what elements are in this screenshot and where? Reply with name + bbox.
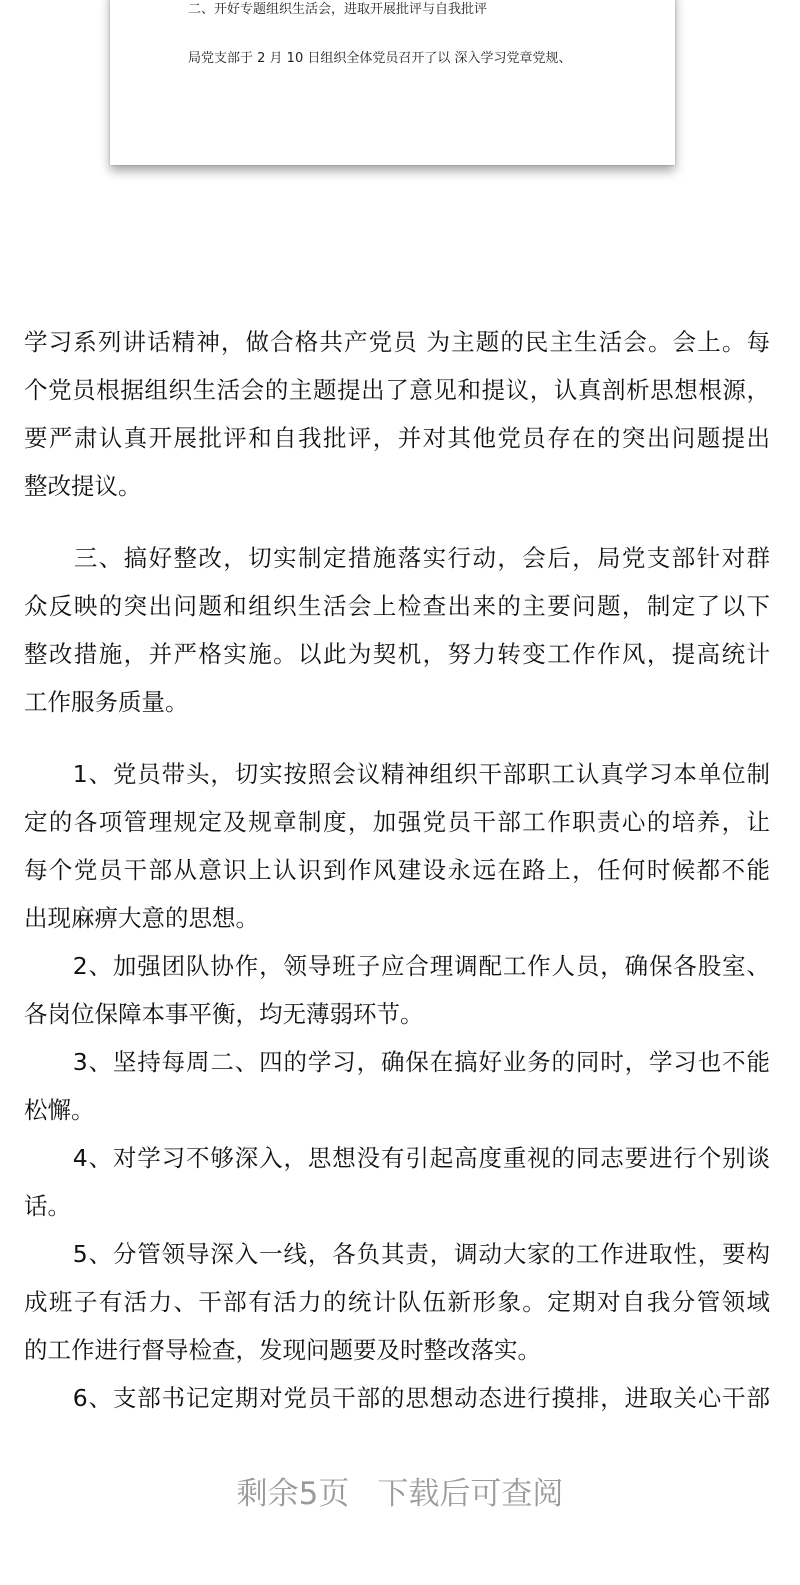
download-hint: 下载后可查阅 <box>377 1476 564 1512</box>
text-line: 要严肃认真开展批评和自我批评，并对其他党员存在的突出问题提出 <box>24 424 770 452</box>
text-line: 6、支部书记定期对党员干部的思想动态进行摸排，进取关心干部 <box>24 1384 770 1412</box>
paragraph <box>24 1230 770 1374</box>
text-line: 整改措施，并严格实施。以此为契机，努力转变工作作风，提高统计 <box>24 640 770 668</box>
paragraph <box>24 1374 770 1422</box>
document-page-preview <box>110 0 675 165</box>
text-line: 话。 <box>24 1192 71 1220</box>
text-line: 4、对学习不够深入，思想没有引起高度重视的同志要进行个别谈 <box>24 1144 770 1172</box>
document-body <box>24 318 770 1422</box>
text-line: 学习系列讲话精神，做合格共产党员 为主题的民主生活会。会上。每 <box>24 328 770 356</box>
paragraph <box>24 534 770 726</box>
text-line: 整改提议。 <box>24 472 142 500</box>
text-line: 松懈。 <box>24 1096 95 1124</box>
text-line: 出现麻痹大意的思想。 <box>24 904 259 932</box>
text-line: 2、加强团队协作，领导班子应合理调配工作人员，确保各股室、 <box>24 952 770 980</box>
paragraph <box>24 942 770 1038</box>
text-line: 工作服务质量。 <box>24 688 189 716</box>
text-line: 3、坚持每周二、四的学习，确保在搞好业务的同时，学习也不能 <box>24 1048 770 1076</box>
text-line: 5、分管领导深入一线，各负其责，调动大家的工作进取性，要构 <box>24 1240 770 1268</box>
text-line: 各岗位保障本事平衡，均无薄弱环节。 <box>24 1000 424 1028</box>
text-line: 众反映的突出问题和组织生活会上检查出来的主要问题，制定了以下 <box>24 592 770 620</box>
remaining-pages-label: 剩余5页 <box>236 1476 350 1512</box>
paragraph <box>24 750 770 942</box>
text-line: 的工作进行督导检查，发现问题要及时整改落实。 <box>24 1336 541 1364</box>
download-prompt[interactable] <box>0 1468 800 1513</box>
paragraph <box>24 1134 770 1230</box>
text-line: 定的各项管理规定及规章制度，加强党员干部工作职责心的培养，让 <box>24 808 770 836</box>
text-line: 1、党员带头，切实按照会议精神组织干部职工认真学习本单位制 <box>24 760 770 788</box>
paragraph <box>24 318 770 510</box>
section-heading: 二、开好专题组织生活会，进取开展批评与自我批评 <box>188 2 488 17</box>
text-line: 成班子有活力、干部有活力的统计队伍新形象。定期对自我分管领域 <box>24 1288 770 1316</box>
paragraph-line: 局党支部于 2 月 10 日组织全体党员召开了以 深入学习党章党规、 <box>188 51 572 66</box>
text-line: 三、搞好整改，切实制定措施落实行动，会后，局党支部针对群 <box>24 544 770 572</box>
paragraph <box>24 1038 770 1134</box>
text-line: 个党员根据组织生活会的主题提出了意见和提议，认真剖析思想根源， <box>24 376 770 404</box>
text-line: 每个党员干部从意识上认识到作风建设永远在路上，任何时候都不能 <box>24 856 770 884</box>
